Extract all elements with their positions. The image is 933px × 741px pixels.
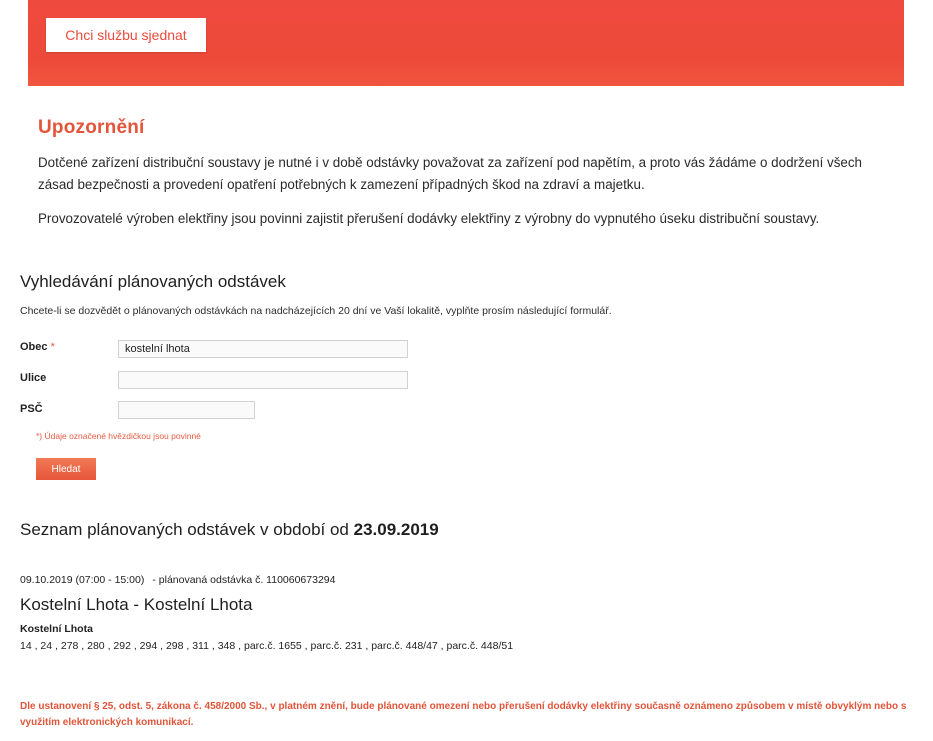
warning-paragraph-producers: Provozovatelé výroben elektřiny jsou povinni zajistit přerušení dodávky elektřiny z výrobny do vypnutého úseku distribuční soustavy. [38, 211, 820, 226]
obec-input[interactable] [118, 340, 408, 358]
search-section-title: Vyhledávání plánovaných odstávek [20, 272, 286, 291]
outage-list-title-text: Seznam plánovaných odstávek v období od [20, 520, 349, 539]
obec-label [20, 341, 55, 353]
search-description: Chcete-li se dozvědět o plánovaných odstávkách na nadcházejících 20 dní ve Vaší lokalitě, vyplňte prosím následující formulář. [20, 305, 612, 317]
required-asterisk: * [50, 341, 55, 353]
outage-list-title [20, 520, 439, 540]
order-service-button[interactable]: Chci službu sjednat [46, 18, 206, 52]
psc-input[interactable] [118, 401, 255, 419]
warning-title: Upozornění [38, 117, 145, 138]
ulice-label: Ulice [20, 372, 47, 384]
outage-datetime: 09.10.2019 (07:00 - 15:00) [20, 574, 145, 586]
outage-list-date: 23.09.2019 [353, 520, 439, 539]
outage-house-numbers: 14 , 24 , 278 , 280 , 292 , 294 , 298 , 311 , 348 , parc.č. 1655 , parc.č. 231 , parc.č. 448/47 , parc.č. 448/51 [20, 640, 514, 652]
required-fields-note: *) Údaje označené hvězdičkou jsou povinné [36, 431, 201, 441]
ulice-input[interactable] [118, 371, 408, 389]
promo-banner [28, 0, 904, 86]
warning-paragraph-safety: Dotčené zařízení distribuční soustavy je nutné i v době odstávky považovat za zařízení pod napětím, a proto vás žádáme o dodržení všech zásad bezpečnosti a provedení opatření potřebných k zamezení případných škod na zdraví a majetku. [38, 155, 862, 192]
legal-notice: Dle ustanovení § 25, odst. 5, zákona č. 458/2000 Sb., v platném znění, bude plánované omezení nebo přerušení dodávky elektřiny současně oznámeno způsobem v místě obvyklým nebo s využitím elektronických komunikací. [20, 701, 907, 728]
outage-place: Kostelní Lhota - Kostelní Lhota [20, 595, 253, 614]
outage-meta [20, 574, 335, 586]
psc-label: PSČ [20, 403, 43, 415]
outage-street: Kostelní Lhota [20, 623, 93, 635]
search-button[interactable]: Hledat [36, 458, 96, 480]
obec-label-text: Obec [20, 341, 48, 353]
outage-number: - plánovaná odstávka č. 110060673294 [152, 574, 336, 586]
